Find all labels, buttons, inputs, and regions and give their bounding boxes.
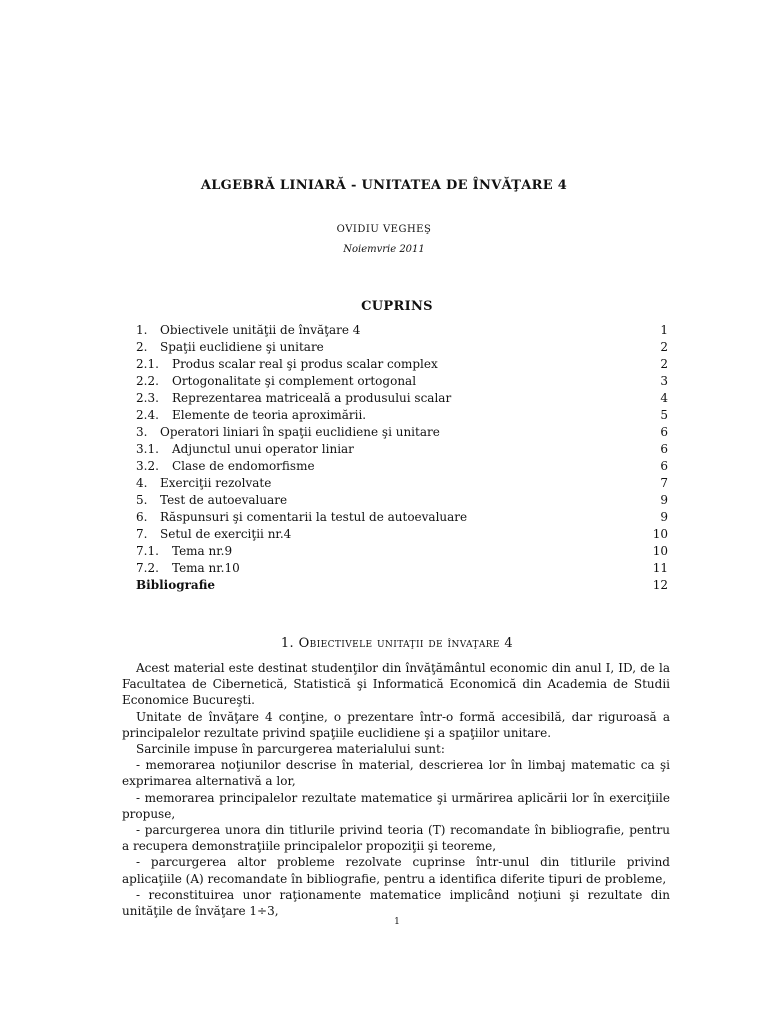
toc-entry-page: 2 [660, 340, 668, 354]
toc-entry-number: 2.1. [136, 357, 159, 371]
toc-entry [136, 493, 668, 510]
toc-entry [136, 459, 668, 476]
toc-entry-label: Operatori liniari în spaţii euclidiene şi unitare [160, 425, 440, 439]
author-name: OVIDIU VEGHEŞ [336, 224, 432, 235]
toc-entry-page: 12 [652, 578, 668, 592]
paragraph: - parcurgerea altor probleme rezolvate cuprinse într-unul din titlurile privind aplicaţiile (A) recomandate în bibliografie, pentru a identifica diferite tipuri de probleme, [122, 855, 670, 886]
toc-entry-number: 4. [136, 476, 148, 490]
toc-entry-label: Adjunctul unui operator liniar [172, 442, 354, 456]
toc-entry-number: 2. [136, 340, 148, 354]
toc-entry-number: 5. [136, 493, 148, 507]
toc-entry [136, 544, 668, 561]
section-heading: 1. Obiectivele unitaţii de învaţare 4 [280, 636, 514, 651]
toc-entry-label: Spaţii euclidiene şi unitare [160, 340, 324, 354]
toc-entry [136, 323, 668, 340]
toc-entry-number: 7. [136, 527, 148, 541]
toc-entry-page: 6 [660, 442, 668, 456]
toc-entry-page: 7 [660, 476, 668, 490]
paragraph: - memorarea noţiunilor descrise în material, descrierea lor în limbaj matematic ca şi exprimarea alternativă a lor, [122, 758, 670, 789]
toc-entry-label: Obiectivele unităţii de învăţare 4 [160, 323, 361, 337]
toc-entry-label: Ortogonalitate şi complement ortogonal [172, 374, 417, 388]
toc-entry-page: 9 [660, 493, 668, 507]
toc-entry [136, 357, 668, 374]
toc-entry-label: Elemente de teoria aproximării. [172, 408, 367, 422]
toc-entry-page: 4 [660, 391, 668, 405]
toc-entry [136, 561, 668, 578]
toc-entry [136, 527, 668, 544]
toc-entry-number: 1. [136, 323, 148, 337]
document-title: ALGEBRĂ LINIARĂ - UNITATEA DE ÎNVĂŢARE 4 [200, 178, 568, 193]
toc-entry-label: Bibliografie [136, 578, 216, 592]
toc-entry-label: Produs scalar real şi produs scalar complex [172, 357, 438, 371]
toc-entry-number: 6. [136, 510, 148, 524]
toc-entry-page: 10 [652, 544, 668, 558]
toc-entry-page: 10 [652, 527, 668, 541]
toc-entry-label: Tema nr.10 [172, 561, 240, 575]
paragraph: - parcurgerea unora din titlurile privind teoria (T) recomandate în bibliografie, pentru a recupera demonstraţiile principalelor propoziţii şi teoreme, [122, 823, 670, 854]
paragraph: Acest material este destinat studenţilor din învăţământul economic din anul I, ID, de la Facultatea de Cibernetică, Statistică şi Informatică Economică din Academia de Studii Economice Bucureşti. [122, 661, 670, 708]
toc-entry-label: Răspunsuri şi comentarii la testul de autoevaluare [160, 510, 468, 524]
toc-heading: CUPRINS [361, 299, 433, 314]
page-number: 1 [394, 917, 400, 927]
toc-entry [136, 510, 668, 527]
toc-entry-page: 6 [660, 459, 668, 473]
toc-entry [136, 340, 668, 357]
toc-entry-number: 2.2. [136, 374, 159, 388]
toc-entry-page: 5 [660, 408, 668, 422]
toc-entry [136, 442, 668, 459]
table-of-contents [136, 323, 668, 595]
toc-entry-label: Reprezentarea matriceală a produsului scalar [172, 391, 452, 405]
toc-entry-label: Clase de endomorfisme [172, 459, 315, 473]
toc-entry-number: 3. [136, 425, 148, 439]
toc-entry-number: 3.1. [136, 442, 159, 456]
body-text [122, 660, 670, 919]
paragraph: - memorarea principalelor rezultate matematice şi urmărirea aplicării lor în exerciţiile propuse, [122, 790, 670, 821]
toc-entry-number: 2.3. [136, 391, 159, 405]
toc-entry-label: Setul de exerciţii nr.4 [160, 527, 292, 541]
toc-entry-page: 6 [660, 425, 668, 439]
toc-entry-label: Test de autoevaluare [160, 493, 288, 507]
toc-entry-page: 2 [660, 357, 668, 371]
toc-entry-number: 7.2. [136, 561, 159, 575]
paragraph: - reconstituirea unor raţionamente matematice implicând noţiuni şi rezultate din unităţile de învăţare 1÷3, [122, 887, 670, 919]
paragraph: Unitate de învăţare 4 conţine, o prezentare într-o formă accesibilă, dar riguroasă a principalelor rezultate privind spaţiile euclidiene şi a spaţiilor unitare. [122, 709, 670, 740]
toc-entry-number: 7.1. [136, 544, 159, 558]
toc-entry [136, 476, 668, 493]
toc-entry [136, 391, 668, 408]
toc-entry-page: 1 [660, 323, 668, 337]
toc-entry-page: 9 [660, 510, 668, 524]
toc-entry-number: 2.4. [136, 408, 159, 422]
toc-entry-number: 3.2. [136, 459, 159, 473]
toc-entry-label: Tema nr.9 [172, 544, 233, 558]
toc-entry-page: 11 [652, 561, 668, 575]
paragraph: Sarcinile impuse în parcurgerea materialului sunt: [136, 742, 445, 757]
toc-entry [136, 408, 668, 425]
toc-entry-page: 3 [660, 374, 668, 388]
document-date: Noiemvrie 2011 [343, 244, 425, 255]
toc-entry [136, 425, 668, 442]
toc-entry [136, 578, 668, 595]
toc-entry [136, 374, 668, 391]
toc-entry-label: Exerciţii rezolvate [160, 476, 272, 490]
